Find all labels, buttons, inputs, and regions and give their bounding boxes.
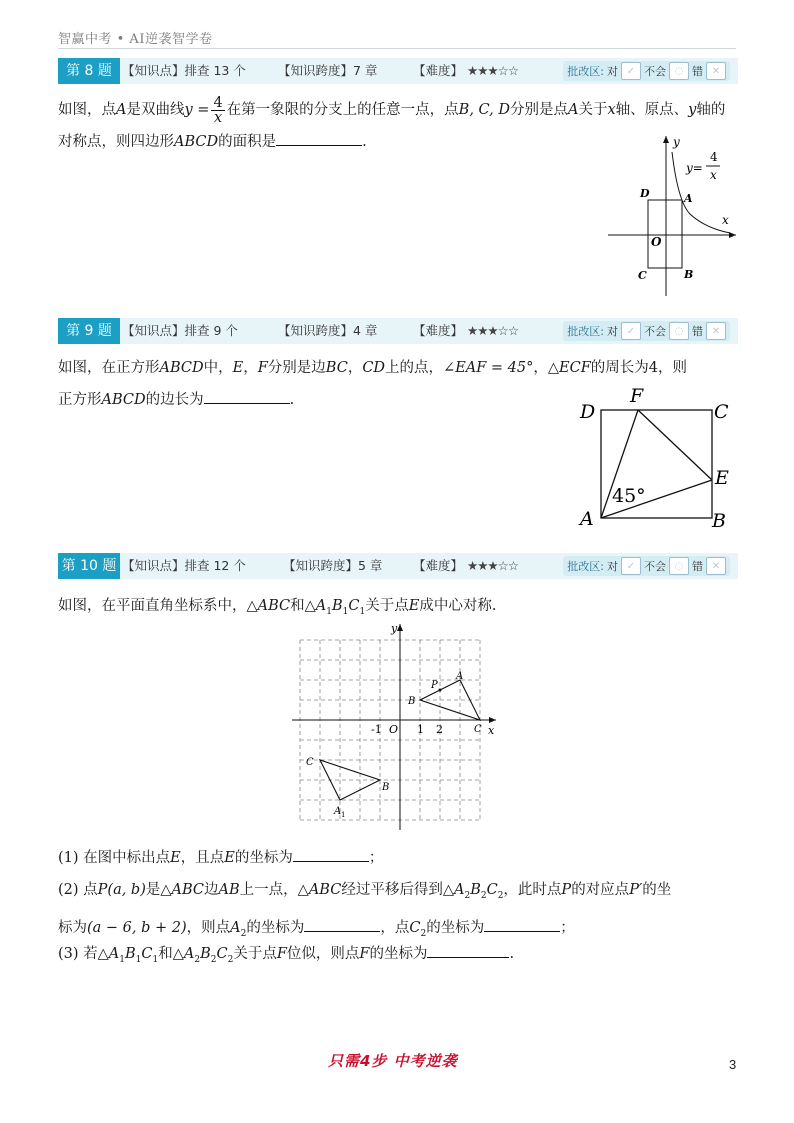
q9-answer-blank[interactable]	[204, 387, 290, 404]
q8-point-b: B	[684, 268, 694, 281]
q8-rectangle-abcd	[648, 200, 682, 268]
q9-figure	[576, 380, 740, 530]
grade-right-checkbox[interactable]: ✓	[621, 322, 641, 340]
q8-x-arrow	[729, 232, 736, 238]
q10-origin: O	[389, 723, 399, 736]
grade-right-label: 对	[607, 65, 618, 78]
grading-label: 批改区:	[567, 65, 604, 78]
page-number: 3	[729, 1057, 737, 1072]
grade-unknown-checkbox[interactable]: ◌	[669, 322, 689, 340]
q8-point-c: C	[638, 269, 647, 282]
q9-difficulty-stars: ★★★☆☆	[467, 323, 519, 338]
q10-2-a2-answer-blank[interactable]	[304, 915, 380, 932]
grade-wrong-label: 错	[692, 325, 703, 338]
footer-logo: 只需4步 中考逆袭	[328, 1052, 458, 1070]
q8-point-a: A	[684, 192, 693, 205]
grade-right-label: 对	[607, 325, 618, 338]
grading-label: 批改区:	[567, 560, 604, 573]
q9-segment-fe	[638, 410, 712, 480]
q9-knowledge: 【知识点】排查 9 个	[122, 323, 238, 338]
q10-difficulty	[413, 553, 518, 579]
q9-point-a: A	[580, 508, 594, 530]
q10-tick-2: 2	[436, 723, 443, 736]
q9-grading-area	[563, 321, 730, 341]
q10-point-a: A	[456, 671, 464, 682]
q10-tick-1: 1	[417, 723, 424, 736]
q8-y-label: y	[673, 135, 680, 149]
q9-span: 【知识跨度】4 章	[278, 323, 378, 338]
q10-y-arrow	[397, 624, 403, 631]
grade-unknown-checkbox[interactable]: ◌	[669, 62, 689, 80]
q9-point-d: D	[580, 401, 596, 423]
grade-unknown-label: 不会	[644, 325, 666, 338]
q10-3-answer-blank[interactable]	[427, 941, 509, 958]
q9-point-c: C	[714, 401, 729, 423]
q9-point-f: F	[630, 385, 644, 407]
q10-point-a1: A	[334, 806, 342, 817]
q10-grading-area	[563, 556, 730, 576]
grade-wrong-checkbox[interactable]: ✕	[706, 557, 726, 575]
q10-point-p: P	[431, 680, 438, 691]
grade-wrong-checkbox[interactable]: ✕	[706, 322, 726, 340]
question-9-bar	[58, 318, 738, 344]
grade-unknown-label: 不会	[644, 65, 666, 78]
grade-wrong-checkbox[interactable]: ✕	[706, 62, 726, 80]
q10-part-3: (3) 若$\triangle A_1B_1C_1$和$\triangle A_2B_2C_2$关于点F位似，则点F的坐标为 .	[58, 938, 738, 976]
q8-curve-num: 4	[710, 150, 718, 164]
q10-point-b: B	[408, 696, 416, 707]
q9-point-e: E	[715, 467, 729, 489]
header-divider	[58, 48, 736, 49]
grade-unknown-label: 不会	[644, 560, 666, 573]
q10-tick-neg1: -1	[371, 723, 382, 736]
grade-wrong-label: 错	[692, 65, 703, 78]
q8-curve-label: y=	[686, 161, 703, 175]
q8-difficulty-label: 【难度】	[413, 63, 464, 78]
q8-stem: 如图，点A是双曲线y = $\frac{4}{x}$ 在第一象限的分支上的任意一点，点B, C, D分别是点A关于x轴、原点、y轴的对称点，则四边形ABCD的面积是 .	[58, 94, 726, 150]
q8-grading-area	[563, 61, 730, 81]
grade-right-checkbox[interactable]: ✓	[621, 557, 641, 575]
q9-difficulty	[413, 318, 518, 344]
q8-answer-blank[interactable]	[276, 129, 362, 146]
q10-x-arrow	[489, 717, 496, 723]
q10-point-c1: C	[306, 757, 314, 768]
q8-x-label: x	[722, 213, 729, 227]
q10-part-1: (1) 在图中标出点E，且点E的坐标为 ；	[58, 842, 738, 874]
q10-knowledge: 【知识点】排查 12 个	[122, 558, 246, 573]
q8-fraction: $\frac{4}{x}$	[213, 94, 223, 126]
q10-point-b1: B	[382, 782, 390, 793]
q10-point-p-dot	[439, 689, 442, 692]
q9-stem: 如图，在正方形ABCD中，E，F分别是边BC，CD上的点，∠EAF = 45°，△ECF的周长为4，则 正方形ABCD的边长为 .	[58, 360, 688, 408]
q8-figure	[600, 132, 740, 300]
q8-span: 【知识跨度】7 章	[278, 63, 378, 78]
grade-right-label: 对	[607, 560, 618, 573]
q9-difficulty-label: 【难度】	[413, 323, 464, 338]
q10-x-label: x	[488, 724, 495, 737]
q10-point-a1-sub: 1	[341, 811, 346, 819]
grading-label: 批改区:	[567, 325, 604, 338]
question-10-number: 第 10 题	[58, 553, 120, 579]
q10-point-c: C	[474, 724, 482, 735]
q10-y-label: y	[391, 622, 398, 635]
q10-coordinate-grid	[288, 620, 508, 832]
q8-point-d: D	[640, 187, 650, 200]
q8-knowledge: 【知识点】排查 13 个	[122, 63, 246, 78]
q10-1-answer-blank[interactable]	[293, 845, 369, 862]
q10-span: 【知识跨度】5 章	[283, 558, 383, 573]
q9-point-b: B	[712, 510, 726, 530]
q10-part-2: (2) 点P(a, b)是△ABC边AB上一点，△ABC经过平移后得到$\triangle A_2B_2C_2$，此时点P的对应点P′的坐 标为(a − 6, b + 2)，则点$A_2$的坐标为 ，点$C_2$的坐标为 ；	[58, 882, 672, 939]
q10-difficulty-label: 【难度】	[413, 558, 464, 573]
grade-wrong-label: 错	[692, 560, 703, 573]
q10-2-c2-answer-blank[interactable]	[484, 915, 560, 932]
grade-right-checkbox[interactable]: ✓	[621, 62, 641, 80]
q10-difficulty-stars: ★★★☆☆	[467, 558, 519, 573]
question-9-number: 第 9 题	[58, 318, 120, 344]
q8-difficulty	[413, 58, 518, 84]
q9-angle-label: 45°	[612, 485, 646, 507]
question-10-bar	[58, 553, 738, 579]
q10-intro: 如图，在平面直角坐标系中，△ABC和$\triangle A_1B_1C_1$关于点E成中心对称.	[58, 598, 497, 617]
grade-unknown-checkbox[interactable]: ◌	[669, 557, 689, 575]
q8-y-arrow	[663, 136, 669, 143]
question-8-bar	[58, 58, 738, 84]
page-header-title: 智赢中考 • AI逆袭智学卷	[58, 32, 213, 47]
q8-origin-label: O	[651, 235, 662, 249]
q8-difficulty-stars: ★★★☆☆	[467, 63, 519, 78]
q8-curve-den: x	[710, 168, 717, 182]
question-8-number: 第 8 题	[58, 58, 120, 84]
